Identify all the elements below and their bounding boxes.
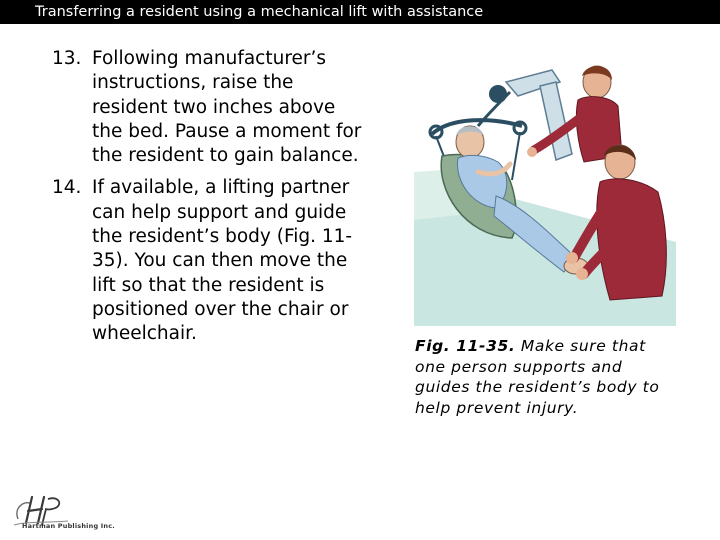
- step-text: If available, a lifting partner can help support and guide the resident’s body (Fig. 11-35). You can then move the lift so that the resident is positioned over the chair or wheelchair.: [92, 177, 353, 345]
- figure-ref: Fig. 11-35.: [415, 337, 516, 355]
- figure-caption: [415, 336, 677, 418]
- slide-header: [0, 0, 720, 24]
- lift-hub: [489, 85, 507, 103]
- lift-transfer-illustration: [414, 60, 676, 326]
- step-text: Following manufacturer’s instructions, raise the resident two inches above the bed. Pause a moment for the resident to gain balance.: [92, 48, 362, 167]
- step-number: 14.: [52, 177, 82, 199]
- publisher-name: Hartman Publishing Inc.: [22, 522, 115, 530]
- procedure-steps: [52, 47, 362, 347]
- caregiver-2-uniform: [597, 179, 667, 300]
- step-14: [52, 176, 362, 346]
- step-number: 13.: [52, 48, 82, 69]
- figure-caption-text: Make sure that one person supports and guides the resident’s body to help prevent injury.: [415, 337, 660, 417]
- slide-title: Transferring a resident using a mechanical lift with assistance: [35, 4, 484, 20]
- step-13: [52, 47, 362, 168]
